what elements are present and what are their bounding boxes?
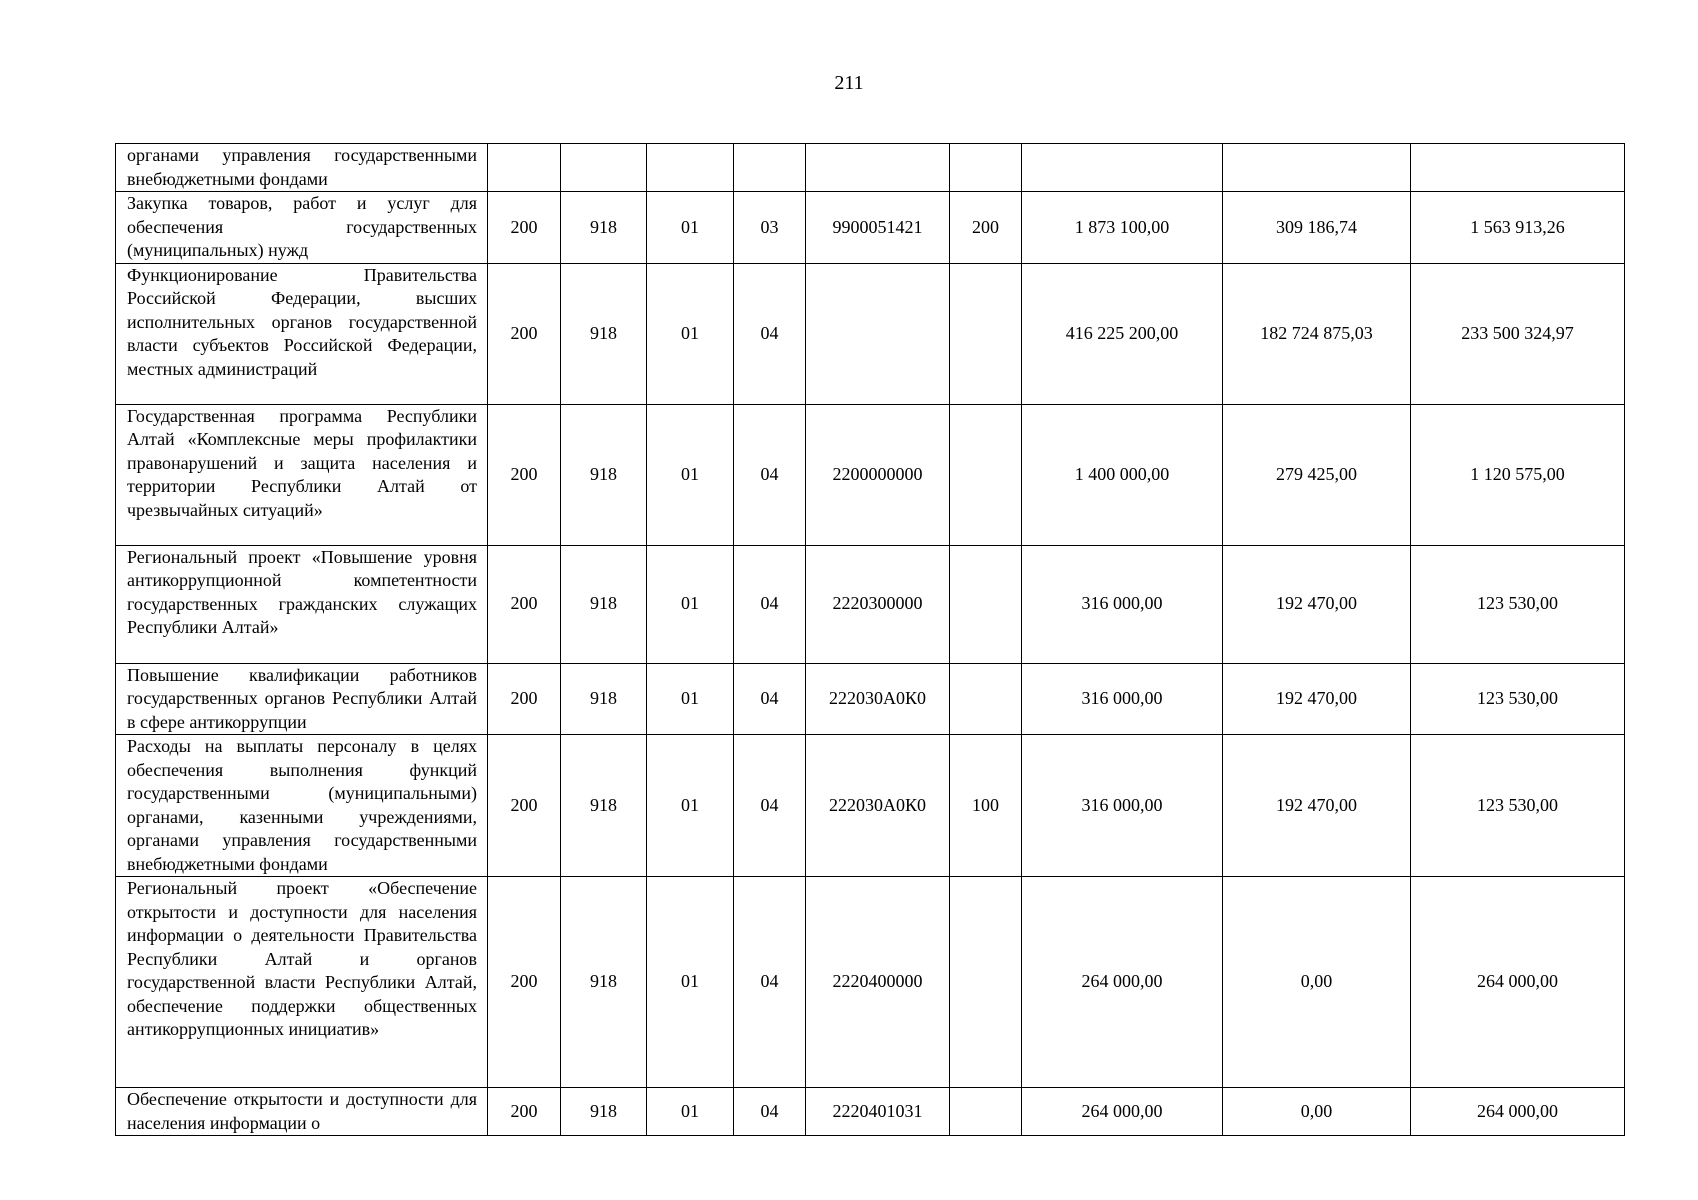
cell-col7: 1 400 000,00 xyxy=(1022,404,1223,545)
cell-col7: 316 000,00 xyxy=(1022,545,1223,663)
cell-col8: 192 470,00 xyxy=(1223,545,1411,663)
cell-col5 xyxy=(806,144,950,192)
cell-col3: 01 xyxy=(647,263,734,404)
cell-col9: 123 530,00 xyxy=(1411,663,1625,735)
cell-col2: 918 xyxy=(561,192,647,264)
cell-col5: 2220401031 xyxy=(806,1088,950,1136)
row-description: Государственная программа Республики Алтай «Комплексные меры профилактики правонарушений и защита населения и территории Республики Алтай от чрезвычайных ситуаций» xyxy=(116,404,488,545)
cell-col5: 222030А0К0 xyxy=(806,663,950,735)
cell-col8: 182 724 875,03 xyxy=(1223,263,1411,404)
cell-col4: 04 xyxy=(734,545,806,663)
cell-col6: 200 xyxy=(950,192,1022,264)
cell-col7: 316 000,00 xyxy=(1022,663,1223,735)
cell-col9: 1 120 575,00 xyxy=(1411,404,1625,545)
cell-col7: 416 225 200,00 xyxy=(1022,263,1223,404)
cell-col7: 264 000,00 xyxy=(1022,877,1223,1088)
cell-col3: 01 xyxy=(647,877,734,1088)
cell-col3: 01 xyxy=(647,192,734,264)
cell-col2 xyxy=(561,144,647,192)
cell-col6: 100 xyxy=(950,735,1022,877)
cell-col1: 200 xyxy=(488,1088,561,1136)
cell-col8: 309 186,74 xyxy=(1223,192,1411,264)
cell-col2: 918 xyxy=(561,735,647,877)
cell-col3 xyxy=(647,144,734,192)
cell-col4: 04 xyxy=(734,263,806,404)
cell-col3: 01 xyxy=(647,1088,734,1136)
cell-col4: 04 xyxy=(734,663,806,735)
cell-col9: 123 530,00 xyxy=(1411,735,1625,877)
cell-col2: 918 xyxy=(561,545,647,663)
cell-col1: 200 xyxy=(488,192,561,264)
row-description: Региональный проект «Обеспечение открытости и доступности для населения информации о деятельности Правительства Республики Алтай и органов государственной власти Республики Алтай, обеспечение поддержки общественных антикоррупционных инициатив» xyxy=(116,877,488,1088)
cell-col7 xyxy=(1022,144,1223,192)
cell-col6 xyxy=(950,404,1022,545)
cell-col3: 01 xyxy=(647,663,734,735)
cell-col9: 233 500 324,97 xyxy=(1411,263,1625,404)
cell-col8 xyxy=(1223,144,1411,192)
cell-col6 xyxy=(950,545,1022,663)
cell-col6 xyxy=(950,144,1022,192)
cell-col6 xyxy=(950,663,1022,735)
cell-col2: 918 xyxy=(561,404,647,545)
table-row xyxy=(116,1088,1625,1136)
cell-col8: 0,00 xyxy=(1223,1088,1411,1136)
row-description: органами управления государственными внебюджетными фондами xyxy=(116,144,488,192)
cell-col8: 279 425,00 xyxy=(1223,404,1411,545)
cell-col5: 222030А0К0 xyxy=(806,735,950,877)
cell-col9: 264 000,00 xyxy=(1411,877,1625,1088)
cell-col1: 200 xyxy=(488,877,561,1088)
cell-col6 xyxy=(950,1088,1022,1136)
row-description: Расходы на выплаты персоналу в целях обеспечения выполнения функций государственными (муниципальными) органами, казенными учреждениями, органами управления государственными внебюджетными фондами xyxy=(116,735,488,877)
cell-col6 xyxy=(950,877,1022,1088)
table-row xyxy=(116,144,1625,192)
cell-col9: 264 000,00 xyxy=(1411,1088,1625,1136)
cell-col5: 2200000000 xyxy=(806,404,950,545)
cell-col5: 9900051421 xyxy=(806,192,950,264)
cell-col4: 04 xyxy=(734,1088,806,1136)
cell-col8: 192 470,00 xyxy=(1223,735,1411,877)
table-row xyxy=(116,404,1625,545)
cell-col1: 200 xyxy=(488,735,561,877)
cell-col8: 192 470,00 xyxy=(1223,663,1411,735)
cell-col5: 2220300000 xyxy=(806,545,950,663)
row-description: Закупка товаров, работ и услуг для обеспечения государственных (муниципальных) нужд xyxy=(116,192,488,264)
cell-col2: 918 xyxy=(561,663,647,735)
cell-col1: 200 xyxy=(488,545,561,663)
row-description: Повышение квалификации работников государственных органов Республики Алтай в сфере антикоррупции xyxy=(116,663,488,735)
cell-col4 xyxy=(734,144,806,192)
cell-col8: 0,00 xyxy=(1223,877,1411,1088)
cell-col4: 04 xyxy=(734,404,806,545)
row-description: Обеспечение открытости и доступности для населения информации о xyxy=(116,1088,488,1136)
cell-col7: 1 873 100,00 xyxy=(1022,192,1223,264)
cell-col3: 01 xyxy=(647,404,734,545)
table-row xyxy=(116,877,1625,1088)
cell-col7: 264 000,00 xyxy=(1022,1088,1223,1136)
table-row xyxy=(116,545,1625,663)
table-row xyxy=(116,735,1625,877)
cell-col5 xyxy=(806,263,950,404)
row-description: Региональный проект «Повышение уровня антикоррупционной компетентности государственных гражданских служащих Республики Алтай» xyxy=(116,545,488,663)
cell-col9 xyxy=(1411,144,1625,192)
cell-col1: 200 xyxy=(488,263,561,404)
cell-col9: 1 563 913,26 xyxy=(1411,192,1625,264)
cell-col6 xyxy=(950,263,1022,404)
table-row xyxy=(116,263,1625,404)
cell-col1: 200 xyxy=(488,663,561,735)
page-number: 211 xyxy=(834,72,864,94)
cell-col1: 200 xyxy=(488,404,561,545)
cell-col1 xyxy=(488,144,561,192)
budget-table xyxy=(115,143,1625,1136)
row-description: Функционирование Правительства Российской Федерации, высших исполнительных органов государственной власти субъектов Российской Федерации, местных администраций xyxy=(116,263,488,404)
cell-col2: 918 xyxy=(561,877,647,1088)
cell-col9: 123 530,00 xyxy=(1411,545,1625,663)
cell-col4: 03 xyxy=(734,192,806,264)
cell-col3: 01 xyxy=(647,735,734,877)
cell-col4: 04 xyxy=(734,877,806,1088)
cell-col2: 918 xyxy=(561,263,647,404)
cell-col7: 316 000,00 xyxy=(1022,735,1223,877)
cell-col5: 2220400000 xyxy=(806,877,950,1088)
cell-col3: 01 xyxy=(647,545,734,663)
cell-col2: 918 xyxy=(561,1088,647,1136)
table-row xyxy=(116,663,1625,735)
cell-col4: 04 xyxy=(734,735,806,877)
table-row xyxy=(116,192,1625,264)
